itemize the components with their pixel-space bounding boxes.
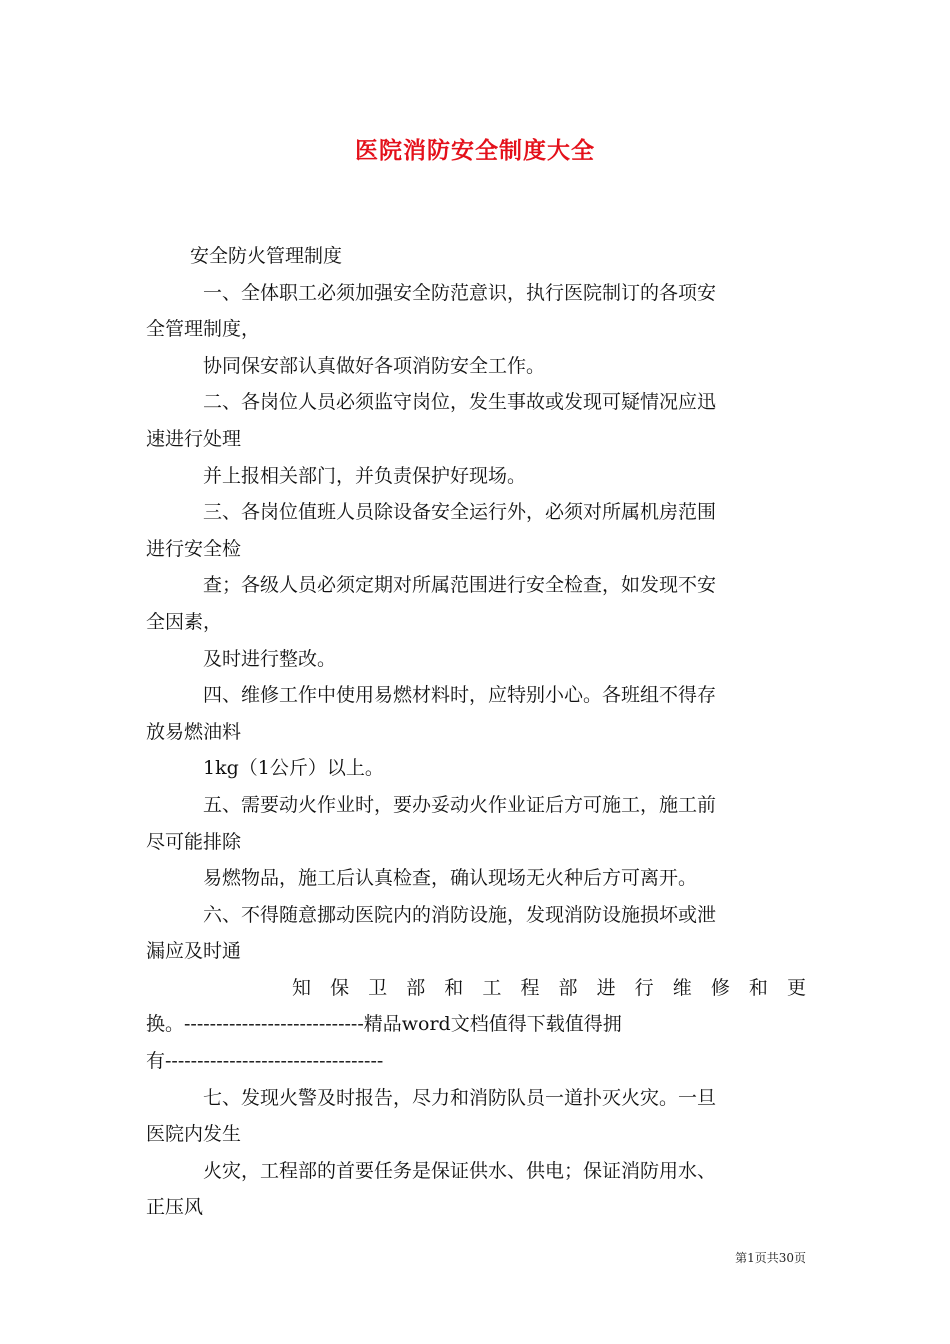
paragraph-line: 速进行处理 bbox=[146, 427, 242, 450]
paragraph-line: 换。----------------------------精品word文档值得下载值得拥 bbox=[146, 1013, 622, 1036]
document-title: 医院消防安全制度大全 bbox=[355, 138, 595, 164]
paragraph-line: 及时进行整改。 bbox=[203, 647, 337, 670]
paragraph-line: 全管理制度， bbox=[146, 318, 261, 341]
section-heading: 安全防火管理制度 bbox=[190, 245, 343, 267]
paragraph-line: 一、全体职工必须加强安全防范意识，执行医院制订的各项安 bbox=[203, 281, 717, 304]
page-number: 第1页共30页 bbox=[735, 1251, 806, 1265]
paragraph-line: 并上报相关部门，并负责保护好现场。 bbox=[203, 464, 527, 487]
paragraph-line: 漏应及时通 bbox=[146, 940, 242, 963]
paragraph-line: 医院内发生 bbox=[146, 1123, 242, 1146]
document-body bbox=[146, 238, 806, 1226]
paragraph-line: 1kg（1公斤）以上。 bbox=[203, 757, 384, 780]
paragraph-line: 协同保安部认真做好各项消防安全工作。 bbox=[203, 354, 546, 377]
paragraph-line: 三、各岗位值班人员除设备安全运行外，必须对所属机房范围 bbox=[203, 501, 717, 524]
paragraph-line: 四、维修工作中使用易燃材料时，应特别小心。各班组不得存 bbox=[203, 684, 717, 707]
paragraph-line: 六、不得随意挪动医院内的消防设施，发现消防设施损坏或泄 bbox=[203, 903, 717, 926]
paragraph-line: 放易燃油料 bbox=[146, 720, 242, 743]
paragraph-line: 火灾，工程部的首要任务是保证供水、供电；保证消防用水、 bbox=[203, 1159, 717, 1182]
paragraph-line-justified: 知保卫部和工程部进行维修和更 bbox=[292, 976, 806, 999]
paragraph-line: 易燃物品，施工后认真检查，确认现场无火种后方可离开。 bbox=[203, 867, 698, 890]
paragraph-line: 有---------------------------------- bbox=[146, 1050, 384, 1073]
paragraph-line: 正压风 bbox=[146, 1196, 204, 1219]
paragraph-line: 五、需要动火作业时，要办妥动火作业证后方可施工，施工前 bbox=[203, 793, 717, 816]
paragraph-line: 二、各岗位人员必须监守岗位，发生事故或发现可疑情况应迅 bbox=[203, 391, 717, 414]
paragraph-line: 全因素， bbox=[146, 610, 223, 633]
paragraph-line: 进行安全检 bbox=[146, 537, 242, 560]
paragraph-line: 查；各级人员必须定期对所属范围进行安全检查，如发现不安 bbox=[203, 574, 717, 597]
paragraph-line: 七、发现火警及时报告，尽力和消防队员一道扑灭火灾。一旦 bbox=[203, 1086, 717, 1109]
paragraph-line: 尽可能排除 bbox=[146, 830, 242, 853]
